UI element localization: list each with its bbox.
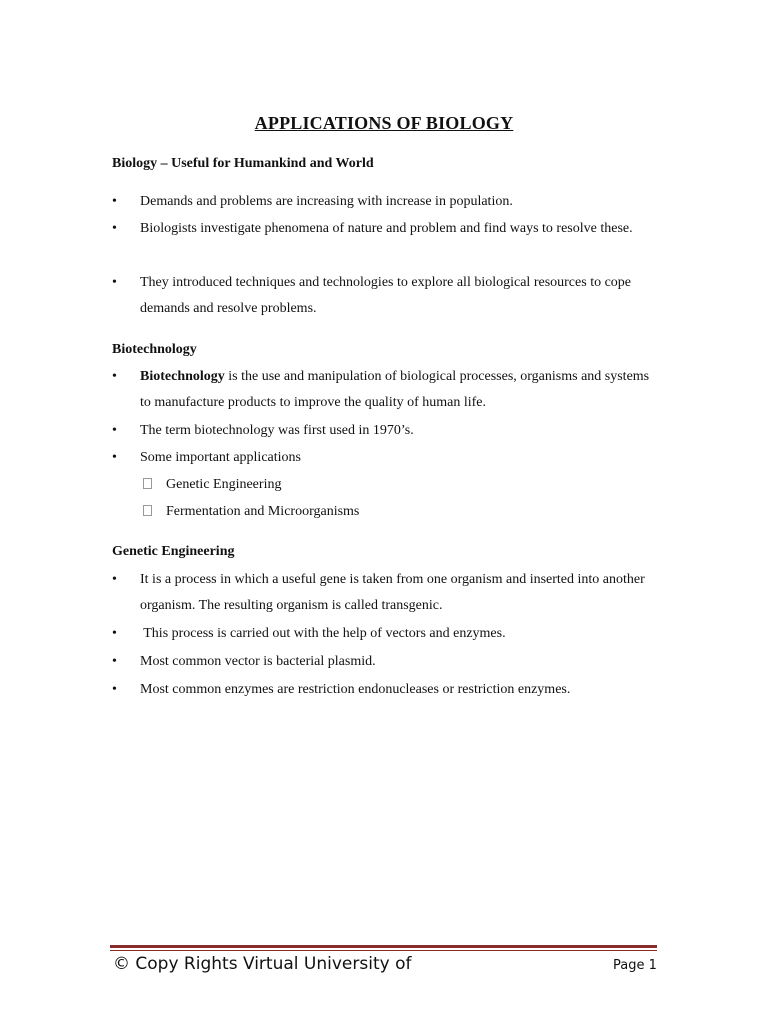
list-item-text: Some important applications xyxy=(140,450,301,465)
sub-list-item-text: Genetic Engineering xyxy=(166,477,282,492)
list-item-text: The term biotechnology was first used in 1970’s. xyxy=(140,423,414,438)
term-bold: Biotechnology xyxy=(140,369,225,384)
list-item xyxy=(112,649,652,675)
list-item-text: Biologists investigate phenomena of nature and problem and find ways to resolve these. xyxy=(140,221,633,236)
section-heading-genetic-engineering: Genetic Engineering xyxy=(112,544,235,559)
bullet-icon: • xyxy=(112,682,117,697)
list-item xyxy=(112,189,652,215)
footer-copyright: © Copy Rights Virtual University of xyxy=(113,954,412,974)
list-item xyxy=(112,445,652,471)
section-heading-biotechnology: Biotechnology xyxy=(112,342,197,357)
list-item xyxy=(112,270,652,322)
bullet-icon: • xyxy=(112,450,117,465)
footer-rule-thin xyxy=(110,950,657,951)
checkbox-glyph-icon xyxy=(143,478,152,489)
list-item xyxy=(112,216,652,242)
page-number: Page 1 xyxy=(613,958,657,973)
list-item-text: Most common enzymes are restriction endonucleases or restriction enzymes. xyxy=(140,682,571,697)
list-item xyxy=(112,567,652,619)
list-item-text: Demands and problems are increasing with increase in population. xyxy=(140,194,513,209)
bullet-icon: • xyxy=(112,626,117,641)
list-item-text: They introduced techniques and technologies to explore all biological resources to cope demands and resolve problems. xyxy=(140,275,632,316)
bullet-icon: • xyxy=(112,654,117,669)
bullet-icon: • xyxy=(112,572,117,587)
footer-rule xyxy=(110,945,657,948)
term-definition: is the use and manipulation of biological processes, organisms and systems to manufacture products to improve the quality of human life. xyxy=(140,369,650,410)
list-item xyxy=(112,364,652,416)
bullet-icon: • xyxy=(112,275,117,290)
list-item-text: This process is carried out with the help of vectors and enzymes. xyxy=(140,626,506,641)
sub-list-item xyxy=(143,499,359,525)
list-item xyxy=(112,677,652,703)
page-title: APPLICATIONS OF BIOLOGY xyxy=(254,113,514,133)
checkbox-glyph-icon xyxy=(143,505,152,516)
list-item-text xyxy=(140,364,652,416)
bullet-icon: • xyxy=(112,423,117,438)
bullet-icon: • xyxy=(112,194,117,209)
sub-list-item-text: Fermentation and Microorganisms xyxy=(166,504,360,519)
bullet-icon: • xyxy=(112,221,117,236)
list-item xyxy=(112,418,652,444)
list-item-text: It is a process in which a useful gene is taken from one organism and inserted into another organism. The resulting organism is called transgenic. xyxy=(140,572,645,613)
list-item xyxy=(112,621,652,647)
sub-list-item xyxy=(143,472,281,498)
bullet-icon: • xyxy=(112,369,117,384)
section-heading-biology-useful: Biology – Useful for Humankind and World xyxy=(112,156,374,171)
list-item-text: Most common vector is bacterial plasmid. xyxy=(140,654,376,669)
